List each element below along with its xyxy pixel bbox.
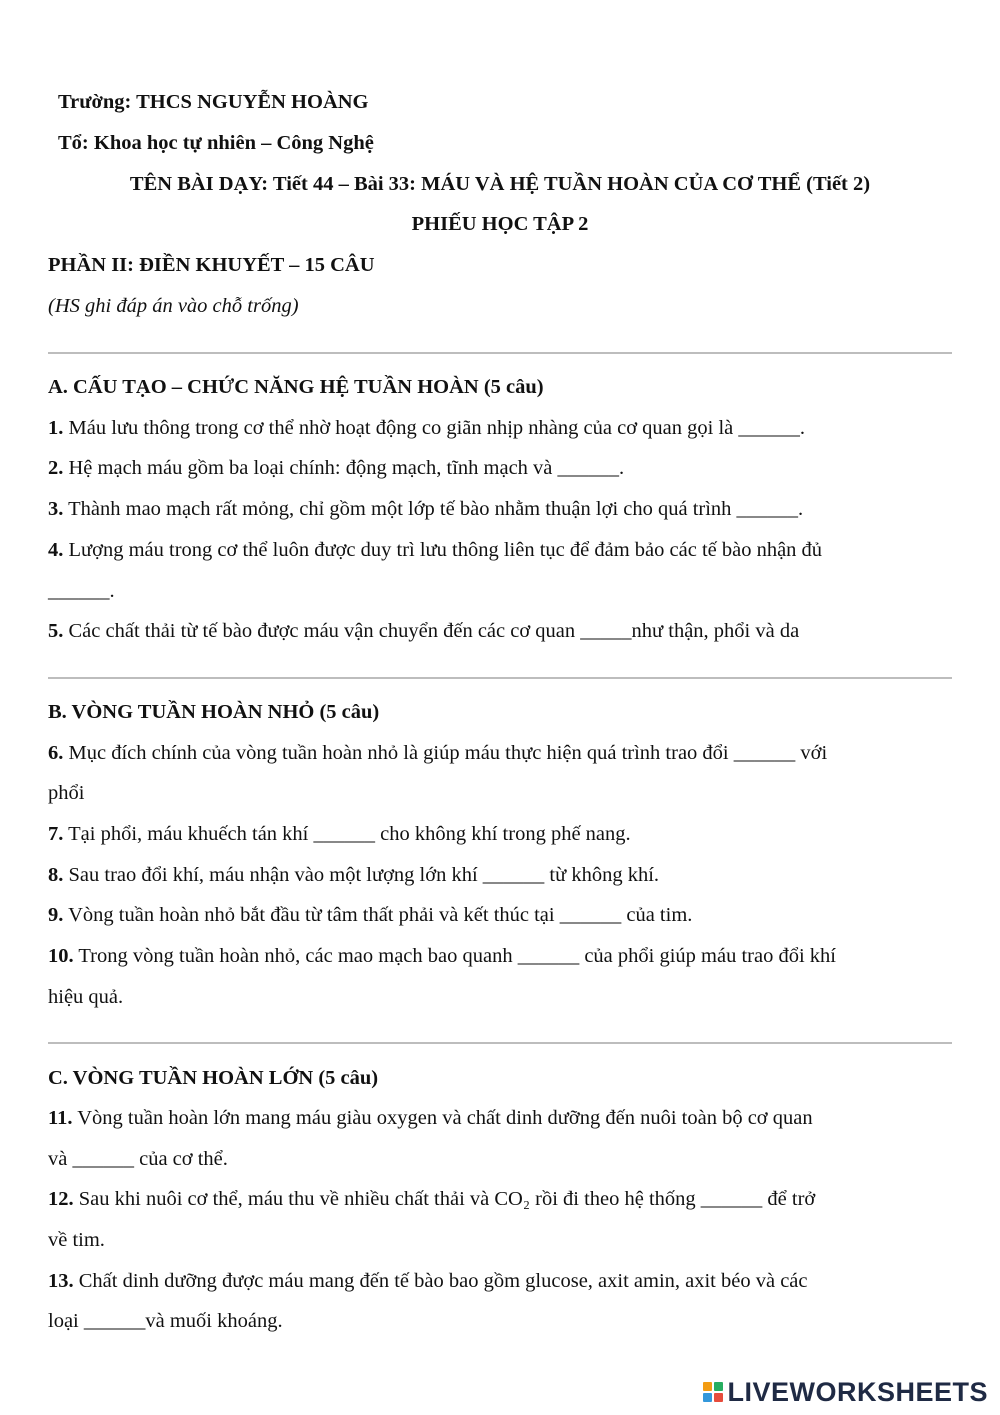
divider xyxy=(48,352,952,354)
question-text: Lượng máu trong cơ thể luôn được duy trì lưu thông liên tục để đảm bảo các tế bào nhận đủ xyxy=(63,539,823,561)
liveworksheets-brand xyxy=(703,1375,988,1409)
department-name: Tổ: Khoa học tự nhiên – Công Nghệ xyxy=(58,132,374,154)
question-text: Hệ mạch máu gồm ba loại chính: động mạch, tĩnh mạch và ______. xyxy=(63,457,625,479)
question-4 xyxy=(48,537,822,563)
section-c-title: C. VÒNG TUẦN HOÀN LỚN (5 câu) xyxy=(48,1067,379,1089)
question-number: 12. xyxy=(48,1188,74,1210)
question-text: Máu lưu thông trong cơ thể nhờ hoạt động co giãn nhịp nhàng của cơ quan gọi là ______. xyxy=(63,417,806,439)
question-text: Chất dinh dưỡng được máu mang đến tế bào bao gồm glucose, axit amin, axit béo và các xyxy=(73,1270,808,1292)
lesson-title: TÊN BÀI DẠY: Tiết 44 – Bài 33: MÁU VÀ HỆ TUẦN HOÀN CỦA CƠ THỂ (Tiết 2) xyxy=(129,173,871,195)
question-13-cont: loại ______và muối khoáng. xyxy=(48,1310,283,1332)
question-text: Trong vòng tuần hoàn nhỏ, các mao mạch bao quanh ______ của phổi giúp máu trao đổi khí xyxy=(73,945,836,967)
question-number: 2. xyxy=(48,457,64,479)
question-number: 11. xyxy=(48,1107,73,1129)
question-text: Các chất thải từ tế bào được máu vận chuyển đến các cơ quan _____như thận, phổi và da xyxy=(63,620,800,642)
logo-square xyxy=(714,1382,723,1391)
question-number: 13. xyxy=(48,1270,74,1292)
question-number: 5. xyxy=(48,620,64,642)
logo-square xyxy=(714,1393,723,1402)
question-text: Sau trao đổi khí, máu nhận vào một lượng lớn khí ______ từ không khí. xyxy=(63,864,660,886)
question-7 xyxy=(48,821,631,847)
question-number: 3. xyxy=(48,498,64,520)
question-number: 1. xyxy=(48,417,64,439)
instruction: (HS ghi đáp án vào chỗ trống) xyxy=(48,295,299,317)
question-13 xyxy=(48,1268,808,1294)
divider xyxy=(48,1042,952,1044)
question-10 xyxy=(48,943,836,969)
question-number: 7. xyxy=(48,823,64,845)
question-3 xyxy=(48,496,803,522)
question-11 xyxy=(48,1105,813,1131)
question-text: Mục đích chính của vòng tuần hoàn nhỏ là giúp máu thực hiện quá trình trao đổi ______ với xyxy=(63,742,828,764)
question-1 xyxy=(48,415,805,441)
worksheet-title: PHIẾU HỌC TẬP 2 xyxy=(411,213,589,235)
question-text: Thành mao mạch rất mỏng, chỉ gồm một lớp tế bào nhằm thuận lợi cho quá trình ______. xyxy=(63,498,804,520)
question-12-cont: về tim. xyxy=(48,1229,105,1251)
question-number: 10. xyxy=(48,945,74,967)
logo-square xyxy=(703,1393,712,1402)
brand-name: LIVEWORKSHEETS xyxy=(727,1376,988,1407)
question-6-cont: phổi xyxy=(48,782,85,804)
question-11-cont: và ______ của cơ thể. xyxy=(48,1148,228,1170)
logo-square xyxy=(703,1382,712,1391)
section-a-title: A. CẤU TẠO – CHỨC NĂNG HỆ TUẦN HOÀN (5 câu) xyxy=(48,376,544,398)
question-number: 4. xyxy=(48,539,64,561)
question-text: Sau khi nuôi cơ thể, máu thu về nhiều chất thải và CO₂ rồi đi theo hệ thống ______ để trở xyxy=(73,1188,816,1210)
question-12 xyxy=(48,1186,815,1212)
question-text: Vòng tuần hoàn nhỏ bắt đầu từ tâm thất phải và kết thúc tại ______ của tim. xyxy=(63,904,693,926)
question-4-cont: ______. xyxy=(48,580,115,602)
question-5 xyxy=(48,618,799,644)
question-10-cont: hiệu quả. xyxy=(48,986,124,1008)
question-6 xyxy=(48,740,827,766)
part-title: PHẦN II: ĐIỀN KHUYẾT – 15 CÂU xyxy=(48,254,375,276)
question-text: Tại phổi, máu khuếch tán khí ______ cho không khí trong phế nang. xyxy=(63,823,631,845)
question-2 xyxy=(48,455,624,481)
question-8 xyxy=(48,862,659,888)
liveworksheets-logo-icon xyxy=(703,1382,723,1402)
section-b-title: B. VÒNG TUẦN HOÀN NHỎ (5 câu) xyxy=(48,701,380,723)
question-number: 6. xyxy=(48,742,64,764)
question-number: 8. xyxy=(48,864,64,886)
question-text: Vòng tuần hoàn lớn mang máu giàu oxygen và chất dinh dưỡng đến nuôi toàn bộ cơ quan xyxy=(72,1107,813,1129)
school-name: Trường: THCS NGUYỄN HOÀNG xyxy=(58,91,369,113)
question-9 xyxy=(48,902,692,928)
divider xyxy=(48,677,952,679)
question-number: 9. xyxy=(48,904,64,926)
